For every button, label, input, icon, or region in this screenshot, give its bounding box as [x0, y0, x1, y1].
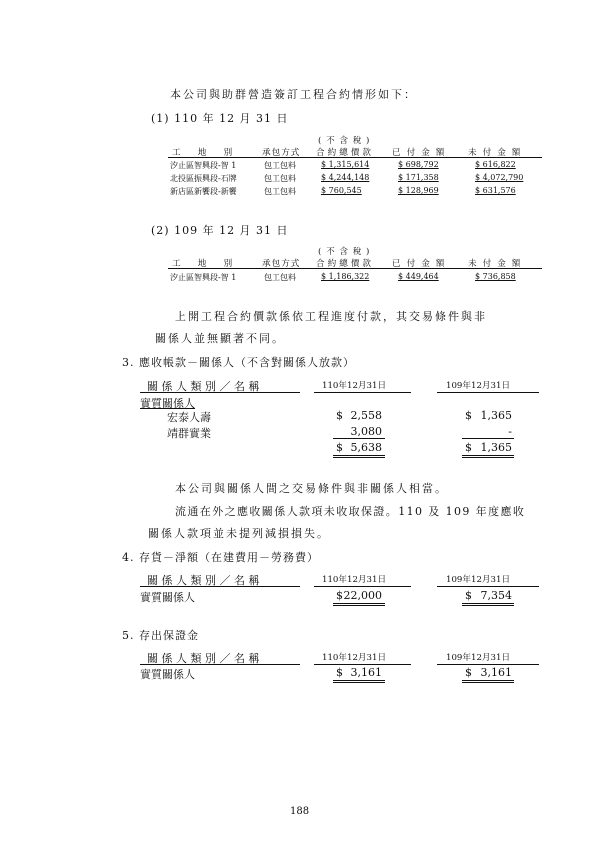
paid-cell: $ 171,358	[398, 173, 439, 182]
header-rule	[168, 268, 542, 269]
header-rule-109	[437, 392, 539, 393]
value-109-cell: 7,354	[480, 589, 512, 602]
header-rule-109	[437, 664, 539, 665]
name-cell: 實質關係人	[140, 668, 195, 681]
value-110-cell: 3,080	[350, 425, 382, 438]
total-double-rule-109-b	[462, 457, 514, 458]
unpaid-cell: $ 616,822	[475, 160, 516, 169]
page-number: 188	[290, 806, 310, 817]
tax-note-1: ( 不 含 稅 )	[318, 136, 371, 146]
paragraph-2: 本公司與關係人間之交易條件與非關係人相當。	[175, 482, 448, 495]
currency-cell: $	[465, 441, 472, 454]
col-110-header: 110年12月31日	[322, 575, 387, 585]
subtotal-rule-109	[462, 438, 514, 439]
double-rule-109-b	[462, 605, 514, 606]
double-rule-109-a	[462, 603, 514, 604]
section-2-label: (2) 109 年 12 月 31 日	[151, 224, 289, 237]
method-cell: 包工包料	[264, 174, 296, 183]
total-cell: $ 4,244,148	[321, 173, 370, 182]
col-header-total: 合約總價款	[316, 148, 374, 158]
value-109-cell: -	[508, 425, 512, 438]
group-label: 實質關係人	[140, 397, 195, 410]
total-110-cell: 5,638	[350, 441, 382, 454]
col-110-header: 110年12月31日	[322, 381, 387, 391]
rel-header: 關 係 人 類 別 ／ 名 稱	[147, 574, 260, 587]
paid-cell: $ 698,792	[398, 160, 439, 169]
total-double-rule-110-a	[333, 455, 385, 456]
header-rule-name	[140, 664, 300, 665]
double-rule-110-a	[333, 680, 385, 681]
col-109-header: 109年12月31日	[446, 575, 511, 585]
value-110-cell: 22,000	[343, 589, 382, 602]
value-109-cell: 1,365	[480, 409, 512, 422]
site-cell: 汐止區智興段-智 1	[170, 161, 237, 170]
name-cell: 宏泰人壽	[167, 411, 211, 424]
col-header-site: 工 地 別	[172, 148, 233, 158]
header-rule-110	[314, 664, 411, 665]
currency-cell: $	[465, 589, 472, 602]
currency-cell: $	[336, 441, 343, 454]
name-cell: 靖群實業	[167, 427, 211, 440]
double-rule-110-b	[333, 605, 385, 606]
section-5-title: 5. 存出保證金	[122, 629, 199, 642]
col-header-paid: 已付金額	[392, 259, 451, 269]
paragraph-1-line-1: 上開工程合約價款係依工程進度付款，其交易條件與非	[175, 310, 487, 323]
header-rule-name	[140, 392, 300, 393]
subtotal-rule-110	[333, 438, 385, 439]
value-109-cell: 3,161	[480, 666, 512, 679]
total-cell: $ 1,186,322	[321, 272, 370, 281]
double-rule-109-b	[462, 682, 514, 683]
total-double-rule-109-a	[462, 455, 514, 456]
total-cell: $ 1,315,614	[321, 160, 370, 169]
header-rule	[168, 157, 542, 158]
section-3-title: 3. 應收帳款－關係人（不含對關係人放款）	[122, 356, 355, 369]
double-rule-110-a	[333, 603, 385, 604]
col-header-method: 承包方式	[262, 259, 301, 269]
double-rule-110-b	[333, 682, 385, 683]
header-rule-name	[140, 586, 300, 587]
col-header-unpaid: 未付金額	[468, 148, 527, 158]
currency-cell: $	[336, 589, 343, 602]
col-header-total: 合約總價款	[316, 259, 374, 269]
header-rule-109	[437, 586, 539, 587]
col-header-method: 承包方式	[262, 148, 301, 158]
col-109-header: 109年12月31日	[446, 381, 511, 391]
unpaid-cell: $ 631,576	[475, 186, 516, 195]
header-rule-110	[314, 392, 411, 393]
site-cell: 新店區新饗段-新饗	[170, 187, 237, 196]
value-110-cell: 2,558	[350, 409, 382, 422]
currency-cell: $	[465, 409, 472, 422]
total-double-rule-110-b	[333, 457, 385, 458]
total-109-cell: 1,365	[480, 441, 512, 454]
col-109-header: 109年12月31日	[446, 653, 511, 663]
tax-note-2: ( 不 含 稅 )	[318, 247, 371, 257]
paragraph-3-line-2: 關係人款項並未提列減損損失。	[148, 527, 330, 540]
col-header-paid: 已付金額	[392, 148, 451, 158]
rel-header: 關 係 人 類 別 ／ 名 稱	[147, 380, 260, 393]
method-cell: 包工包料	[264, 273, 296, 282]
paid-cell: $ 128,969	[398, 186, 439, 195]
currency-cell: $	[336, 666, 343, 679]
col-header-unpaid: 未付金額	[468, 259, 527, 269]
unpaid-cell: $ 736,858	[475, 272, 516, 281]
method-cell: 包工包料	[264, 187, 296, 196]
total-cell: $ 760,545	[321, 186, 362, 195]
col-110-header: 110年12月31日	[322, 653, 387, 663]
method-cell: 包工包料	[264, 161, 296, 170]
header-rule-110	[314, 586, 411, 587]
name-cell: 實質關係人	[140, 591, 195, 604]
paragraph-1-line-2: 關係人並無顯著不同。	[155, 332, 285, 345]
currency-cell: $	[465, 666, 472, 679]
section-1-label: (1) 110 年 12 月 31 日	[151, 112, 289, 125]
site-cell: 汐止區智興段-智 1	[170, 273, 237, 282]
rel-header: 關 係 人 類 別 ／ 名 稱	[147, 652, 260, 665]
currency-cell: $	[336, 409, 343, 422]
paragraph-3-line-1: 流通在外之應收關係人款項未收取保證。110 及 109 年度應收	[175, 505, 526, 518]
value-110-cell: 3,161	[350, 666, 382, 679]
site-cell: 北投區振興段-石牌	[170, 174, 237, 183]
section-4-title: 4. 存貨－淨額（在建費用－勞務費）	[122, 551, 319, 564]
double-rule-109-a	[462, 680, 514, 681]
paid-cell: $ 449,464	[398, 272, 439, 281]
unpaid-cell: $ 4,072,790	[475, 173, 524, 182]
intro-text: 本公司與助群營造簽訂工程合約情形如下：	[170, 88, 417, 101]
col-header-site: 工 地 別	[172, 259, 233, 269]
